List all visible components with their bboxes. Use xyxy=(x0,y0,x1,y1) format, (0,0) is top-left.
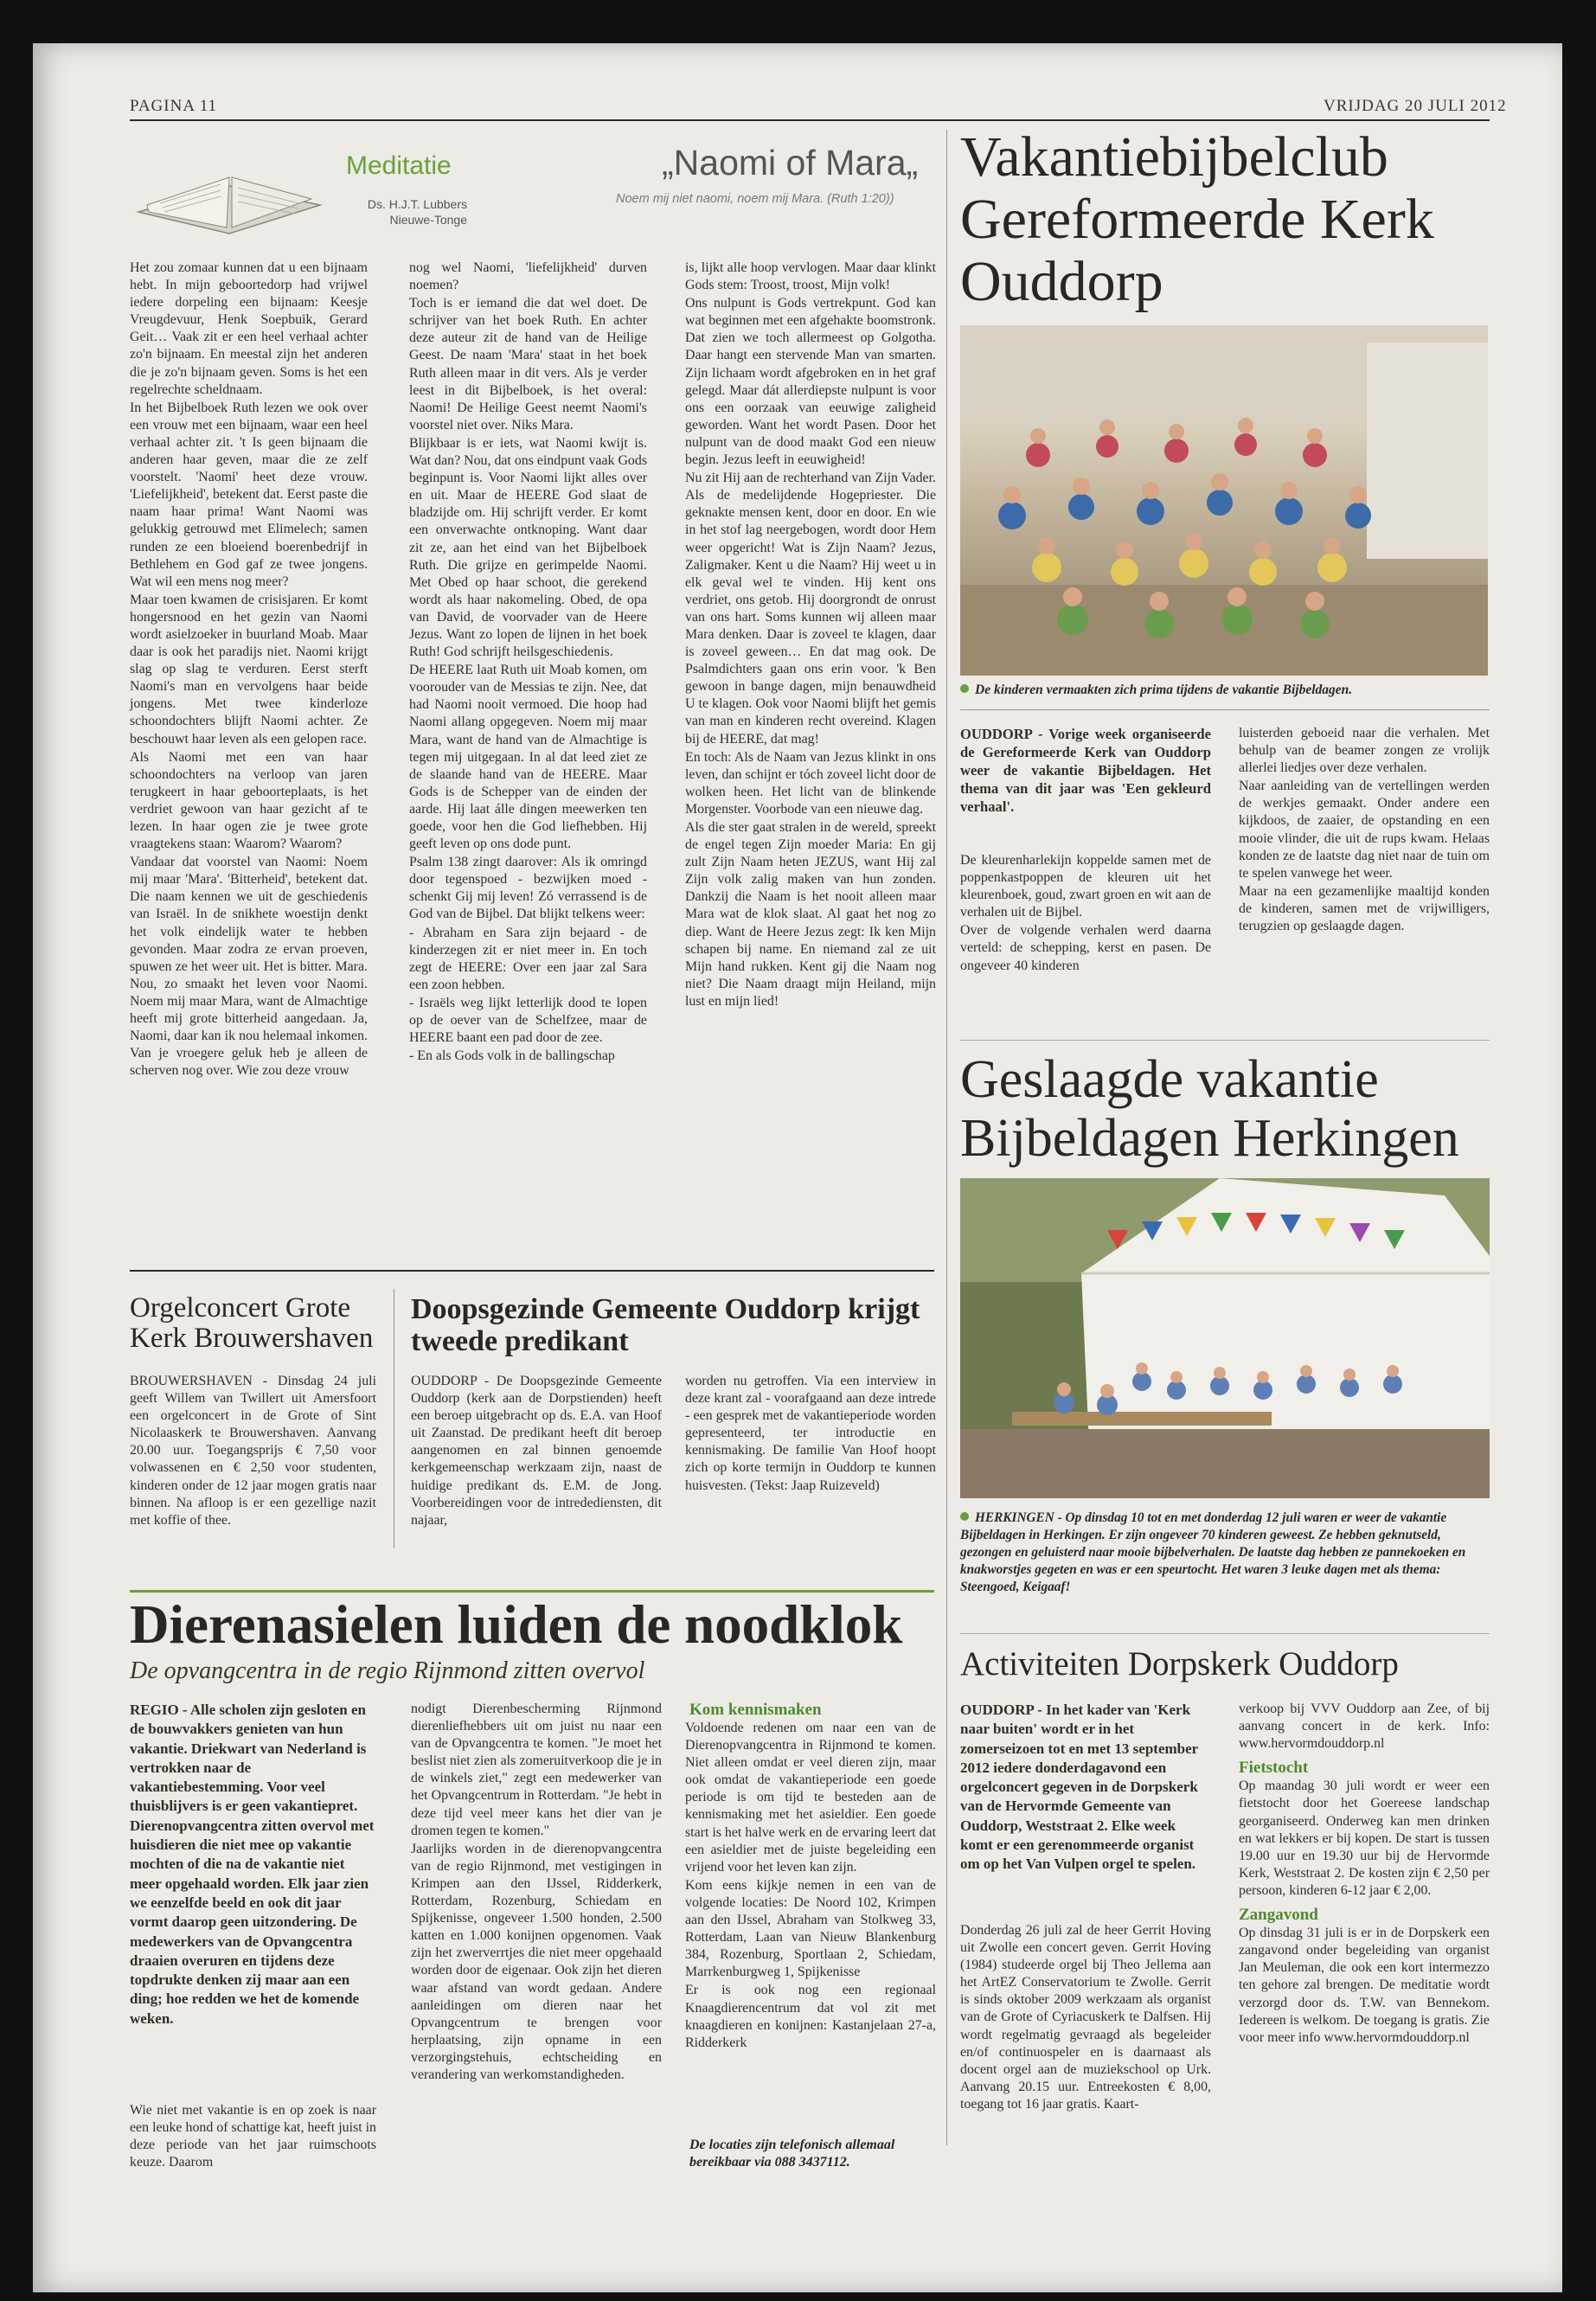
paragraph: Op dinsdag 31 juli is er in de Dorpskerk een zangavond onder begeleiding van organist Jan Meuleman, die ook een kort intermezzo ten gehore zal brengen. De meditatie wordt verzorgd door ds. T.W. van Bennekom. Iedereen is welkom. De toegang is gratis. Zie voor meer info www.hervormdouddorp.nl xyxy=(1239,1926,1490,2045)
paragraph: De HEERE laat Ruth uit Moab komen, om voorouder van de Messias te zijn. Nee, dat had Naomi nooit vermoed. Die hoop had Naomi allang opgegeven. Noem mij maar Mara, want de hand van de Almachtige is tegen mij uitgegaan. In al dat leed ziet ze de slaande hand van de HEERE. Maar Gods is de Schepper van de einden der aarde. Hij laat álle dingen meewerken ten goede, voor hen die God liefhebben. Hij geeft leven op ons dode punt. xyxy=(409,663,647,852)
activiteiten-column-1: Donderdag 26 juli zal de heer Gerrit Hoving uit Zwolle een concert geven. Gerrit Hoving (1984) studeerde orgel bij Theo Jellema aan het ArtEZ Conservatorium te Zwolle. Gerrit is sinds oktober 2009 werkzaam als organist van de Grote of Cyriacuskerk te Dalfsen. Hij wordt regelmatig gevraagd als begeleider en/of continuospeler en is daarnaast als docent orgel aan de muziekschool op Urk. Aanvang 20.15 uur. Entreekosten € 8,00, toegang tot 16 jaar gratis. Kaart- xyxy=(960,1923,1211,2112)
dierenasielen-column-2 xyxy=(411,1701,662,2085)
caption-rule xyxy=(960,709,1490,710)
page-number: PAGINA 11 xyxy=(130,97,218,115)
paragraph: De kleurenharlekijn koppelde samen met de poppenkastpoppen de kleuren uit het kleurenboek, goud, zwart groen en wit aan de verhalen uit de Bijbel. xyxy=(960,853,1211,920)
dierenasielen-column-3 xyxy=(685,1720,936,2053)
bullet-icon xyxy=(960,684,969,693)
section-rule xyxy=(960,1633,1490,1634)
paragraph: Psalm 138 zingt daarover: Als ik omringd door tegenspoed - bezwijken moed - schenkt Gij mij leven! Zó verrassend is de God van de Bijbel. Dat blijkt telkens weer: xyxy=(409,855,647,922)
caption-text: De kinderen vermaakten zich prima tijdens de vakantie Bijbeldagen. xyxy=(975,683,1353,697)
caption-text: HERKINGEN - Op dinsdag 10 tot en met donderdag 12 juli waren er weer de vakantie Bijbeldagen in Herkingen. Er zijn ongeveer 70 kinderen geweest. Ze hebben geknutseld, gezongen en geluisterd naar mooie bijbelverhalen. De laatste dag hebben ze pannekoeken en knakworstjes gegeten en was er een speurtocht. Het waren 3 leuke dagen met als thema: Steengoed, Keigaaf! xyxy=(960,1510,1466,1594)
activiteiten-column-2 xyxy=(1239,1701,1490,2048)
tent-children-photo xyxy=(960,1178,1490,1498)
paragraph: Er is ook nog een regionaal Knaagdierencentrum dat vol zit met knaagdieren en konijnen: Kastanjelaan 27-a, Ridderkerk xyxy=(685,1983,936,2050)
herkingen-title: Geslaagde vakantie Bijbeldagen Herkingen xyxy=(960,1050,1459,1168)
paragraph: Voldoende redenen om naar een van de Dierenopvangcentra in Rijnmond te komen. Niet alleen omdat er veel dieren zijn, maar ook omdat de vakantieperiode een goede periode is om tijd te besteden aan de kennismaking met het asieldier. Een goede start is het halve werk en de ervaring leert dat een asieldier met de juiste begeleiding een vrijend voor het leven kan zijn. xyxy=(685,1721,936,1875)
meditatie-column-3 xyxy=(685,260,936,1011)
children-group-photo xyxy=(960,325,1488,676)
doopsgezinde-column-1: OUDDORP - De Doopsgezinde Gemeente Ouddorp (kerk aan de Dorpstienden) heeft een beroep uitgebracht op ds. E.A. van Hoof uit Zaanstad. De predikant heeft dit beroep aangenomen en zal binnen genoemde kerkgemeenschap werkzaam zijn, naast de huidige predikant ds. E.M. de Jong. Voorbereidingen voor de intredediensten, dit najaar, xyxy=(411,1374,662,1528)
meditatie-title: „Naomi of Mara„ xyxy=(662,143,919,183)
vakantiebijbelclub-lead: OUDDORP - Vorige week organiseerde de Gereformeerde Kerk van Ouddorp weer de vakantie Bijbeldagen. Het thema van dit jaar was 'Een gekleurd verhaal'. xyxy=(960,726,1211,815)
paragraph: Naar aanleiding van de vertellingen werden de werkjes gemaakt. Onder andere een kijkdoos, de zaaier, de opstanding en een mooie vlinder, die uit de rups kwam. Helaas konden ze de laatste dag niet naar de tuin om te spelen vanwege het weer. xyxy=(1239,779,1490,881)
doopsgezinde-column-2: worden nu getroffen. Via een interview in deze krant zal - voorafgaand aan deze intrede - een gesprek met de vakantieperiode worden gepresenteerd, ter introductie en kennismaking. De familie Van Hoof hoopt zich op korte termijn in Ouddorp te kunnen huisvesten. (Tekst: Jaap Ruizeveld) xyxy=(685,1374,936,1493)
section-rule-green xyxy=(130,1590,934,1593)
paragraph: nog wel Naomi, 'liefelijkheid' durven noemen? xyxy=(409,260,647,293)
paragraph: En toch: Als de Naam van Jezus klinkt in ons leven, dan schijnt er tóch zoveel licht door de wolken heen. Het licht van de blinkende Morgenster. Voorbode van een nieuwe dag. xyxy=(685,749,936,817)
dierenasielen-lead: REGIO - Alle scholen zijn gesloten en de bouwvakkers genieten van hun vakantie. Driekwart van Nederland is vertrokken naar de vakantiebestemming. Voor veel thuisblijvers is er geen vakantiepret. Dierenopvangcentra zitten overvol met huisdieren die niet mee op vakantie mochten of die na de vakantie niet meer opgehaald worden. Elk jaar zien we eenzelfde beeld en ook dit jaar vormt daarop geen uitzondering. De medewerkers van de Opvangcentra draaien overuren en tijdens deze topdrukte denken zij maar aan een ding; hoe redden we het de komende weken. xyxy=(130,1702,375,2027)
fietstocht-subhead: Fietstocht xyxy=(1239,1759,1309,1778)
paragraph: Nu zit Hij aan de rechterhand van Zijn Vader. Als de medelijdende Hogepriester. Die geknakte mensen kent, door en door. En wie in het stof lag neergebogen, wordt door Hem weer opgericht! Wat is Zijn Naam? Jezus, Zaligmaker. Kent u die Naam? Hij weet u in elk geval wel te vinden. Hij kent ons verdriet, ons getob. Hij doorgrondt de onrust van ons hart. Soms kunnen wij alleen maar Mara denken. Daar is zoveel te klagen, daar is zoveel geween… En dat mag ook. De Psalmdichters gaan ons erin voor. 'k Ben gewoon in bange dagen, mijn benauwdheid U te klagen. Ook voor Naomi blijft het gemis van man en kinderen recht overeind. Klagen bij de HEERE, dat mag! xyxy=(685,471,936,747)
dierenasielen-title: Dierenasielen luiden de noodklok xyxy=(130,1594,903,1655)
paragraph: verkoop bij VVV Ouddorp aan Zee, of bij aanvang concert in de kerk. Info: www.hervormdouddorp.nl xyxy=(1239,1702,1490,1752)
meditatie-label: Meditatie xyxy=(346,151,452,180)
meditatie-author: Ds. H.J.T. Lubbers xyxy=(367,197,467,211)
meditatie-column-1 xyxy=(130,260,368,1080)
paragraph: Het zou zomaar kunnen dat u een bijnaam hebt. In mijn geboortedorp had vrijwel iedere dorpeling een bijnaam: Keesje Vreugdevuur, Henk Soepbuik, Gerard Geit… Vaak zit er een heel verhaal achter zo'n bijnaam. En meestal zijn het anderen die je zo'n bijnaam geven. Soms is het een regelrechte scheldnaam. xyxy=(130,260,368,397)
doopsgezinde-title: Doopsgezinde Gemeente Ouddorp krijgt tweede predikant xyxy=(411,1293,920,1357)
paragraph: Vandaar dat voorstel van Naomi: Noem mij maar 'Mara'. 'Bitterheid', betekent dat. Die naam kennen we uit de geschiedenis van Israël. In de snikhete woestijn denkt het volk eindelijk water te hebben gevonden. Maar zodra ze ervan proeven, spuwen ze het weer uit. Het is bitter. Mara. Nou, zo smaakt het leven voor Naomi. Noem mij maar Mara, want de Almachtige heeft mij grote bitterheid aangedaan. Ja, Naomi, daar kan ik nou helemaal inkomen. Van je vroegere geluk heb je alleen de scherven nog over. Wie zou deze vrouw xyxy=(130,855,368,1079)
vakantiebijbelclub-title: Vakantiebijbelclub Gereformeerde Kerk Ouddorp xyxy=(960,125,1434,313)
section-rule xyxy=(130,1270,934,1272)
paragraph: In het Bijbelboek Ruth lezen we ook over een vrouw met een bijnaam, waar een heel verhaal achter zit. 't Is geen bijnaam die anderen haar geven, maar die ze zelf voorstelt. 'Naomi' heet deze vrouw. 'Liefelijkheid', betekent dat. Eerst paste die naam haar prima! Want Naomi was gelukkig getrouwd met Elimelech; samen runden ze een bloeiend boerenbedrijf in Bethlehem en God gaf ze twee jongens. Wat wil een mens nog meer? xyxy=(130,400,368,589)
dierenasielen-note: De locaties zijn telefonisch allemaal bereikbaar via 088 3437112. xyxy=(689,2138,895,2170)
paragraph: nodigt Dierenbescherming Rijnmond dierenliefhebbers uit om juist nu naar een van de Opvangcentra te komen. "Je moet het beslist niet zien als zomeruitverkoop die je in de winkels ziet," zegt een medewerker van het Opvangcentrum in Rotterdam. "Je hebt in deze tijd veel meer kans het dier van je dromen tegen te komen." xyxy=(411,1702,662,1838)
paragraph: luisterden geboeid naar die verhalen. Met behulp van de beamer zongen ze vrolijk allerlei liedjes over deze verhalen. xyxy=(1239,726,1490,776)
header-rule xyxy=(130,119,1490,121)
paragraph: Toch is er iemand die dat wel doet. De schrijver van het boek Ruth. En achter deze auteur zit de hand van de Heilige Geest. De naam 'Mara' staat in het boek Ruth alleen maar in dit vers. Als je verder leest in dit Bijbelboek, is het overal: Naomi! De Heilige Geest neemt Naomi's voorstel niet over. Niks Mara. xyxy=(409,296,647,433)
paragraph: is, lijkt alle hoop vervlogen. Maar daar klinkt Gods stem: Troost, troost, Mijn volk! xyxy=(685,260,936,293)
vakantiebijbelclub-column-1 xyxy=(960,852,1211,976)
meditatie-column-2 xyxy=(409,260,647,1066)
paragraph: - Abraham en Sara zijn bejaard - de kinderzegen zit er niet meer in. En toch zegt de HEERE: Over een jaar zal Sara een zoon hebben. xyxy=(409,925,647,992)
paragraph: - En als Gods volk in de ballingschap xyxy=(409,1048,615,1064)
paragraph: Als Naomi met een van haar schoondochters na verloop van jaren terugkeert in haar geboorteplaats, is het verdriet gewoon van haar gezicht af te lezen. In haar ogen zie je twee grote vraagtekens staan: Waarom? Waarom? xyxy=(130,749,368,852)
orgelconcert-body: BROUWERSHAVEN - Dinsdag 24 juli geeft Willem van Twillert uit Amersfoort een orgelconcert in de Grote of Sint Nicolaaskerk te Brouwershaven. Aanvang 20.00 uur. Toegangsprijs € 7,50 voor volwassenen en € 2,50 voor studenten, kinderen onder de 12 jaar mogen gratis naar binnen. Na afloop is er een gezellige nazit met koffie of thee. xyxy=(130,1374,376,1528)
bullet-icon xyxy=(960,1512,969,1521)
issue-date: VRIJDAG 20 JULI 2012 xyxy=(1324,97,1507,115)
activiteiten-lead: OUDDORP - In het kader van 'Kerk naar buiten' wordt er in het zomerseizoen tot en met 13 september 2012 iedere donderdagavond een orgelconcert gegeven in de Dorpskerk van de Hervormde Gemeente van Ouddorp, Weststraat 2. Elke week komt er een gerenommeerde organist om op het Van Vulpen orgel te spelen. xyxy=(960,1702,1198,1873)
paragraph: Maar na een gezamenlijke maaltijd konden de kinderen, samen met de vrijwilligers, terugzien op geslaagde dagen. xyxy=(1239,883,1490,934)
paragraph: Als die ster gaat stralen in de wereld, spreekt de engel tegen Zijn moeder Maria: En gij zult Zijn Naam heten JEZUS, want Hij zal Zijn volk zalig maken van hun zonden. Dankzij die Naam is het nooit alleen maar Mara wat de klok slaat. Al gaat het nog zo diep. Want de Heere Jezus zegt: Ik ken Mijn schapen bij name. En niemand zal ze uit Mijn hand rukken. Kent gij die Naam nog niet? Die Naam draagt mijn Heiland, mijn lust en mijn lied! xyxy=(685,820,936,1009)
vakantiebijbelclub-column-2 xyxy=(1239,725,1490,936)
paragraph: Blijkbaar is er iets, wat Naomi kwijt is. Wat dan? Nou, dat ons eindpunt vaak Gods beginpunt is. Voor Naomi lijkt alles over en uit. Maar de HEERE God slaat de bladzijde om. Hij schrijft verder. Er komt een onverwachte ontknoping. Want daar zit ze, aan het eind van het Bijbelboek Ruth. Die grijze en gerimpelde Naomi. Met Obed op haar schoot, die gerekend wordt als haar nakomeling. Obed, de opa van David, de voorvader van de Heere Jezus. Want zo lopen de lijnen in het boek Ruth! God schrijft heilsgeschiedenis. xyxy=(409,435,647,660)
paragraph: Over de volgende verhalen werd daarna verteld: de schepping, kerst en pasen. De ongeveer 40 kinderen xyxy=(960,923,1211,973)
column-divider xyxy=(946,130,947,2145)
dierenasielen-subhead: Kom kennismaken xyxy=(689,1701,822,1719)
meditatie-subtitle: Noem mij niet naomi, noem mij Mara. (Ruth 1:20)) xyxy=(616,192,894,206)
dierenasielen-column-1: Wie niet met vakantie is en op zoek is naar een leuke hond of schattige kat, heeft juist in deze periode van het jaar ruimschoots keuze. Daarom xyxy=(130,2103,376,2170)
paragraph: - Israëls weg lijkt letterlijk dood te lopen op de oever van de Schelfzee, maar de HEERE baant een pad door de zee. xyxy=(409,995,647,1046)
activiteiten-title: Activiteiten Dorpskerk Ouddorp xyxy=(960,1645,1399,1682)
paragraph: Op maandag 30 juli wordt er weer een fietstocht door het Goereese landschap georganiseerd. Onderweg kan men drinken en wat lekkers er bij kopen. De start is tussen 19.00 uur en 19.30 uur bij de Hervormde Kerk, Weststraat 2. De kosten zijn € 2,50 per persoon, kinderen 6-12 jaar € 2,00. xyxy=(1239,1779,1490,1898)
paragraph: Maar toen kwamen de crisisjaren. Er komt hongersnood en het gezin van Naomi wordt asielzoeker in buurland Moab. Maar daar is ook het paradijs niet. Naomi krijgt slag op slag te verduren. Eerst sterft Naomi's man en vervolgens haar beide jongens. Met twee kinderloze schoondochters blijft Naomi achter. Ze beschouwt haar leven als een gelopen race. xyxy=(130,592,368,747)
vakantiebijbelclub-caption xyxy=(960,682,1492,699)
open-bible-icon xyxy=(130,151,329,238)
paragraph: Kom eens kijkje nemen in een van de volgende locaties: De Noord 102, Krimpen aan den IJssel, Abraham van Stolkweg 33, Rotterdam, Laan van Nieuw Blankenburg 384, Rozenburg, Sportlaan 2, Schiedam, Marrkenburgweg 1, Spijkenisse xyxy=(685,1877,936,1980)
herkingen-caption xyxy=(960,1509,1490,1596)
orgelconcert-title: Orgelconcert Grote Kerk Brouwershaven xyxy=(130,1292,374,1354)
paragraph: Jaarlijks worden in de dierenopvangcentra van de regio Rijnmond, met vestigingen in Krimpen aan den IJssel, Ridderkerk, Rotterdam, Rozenburg, Schiedam en Spijkenisse, ongeveer 1.500 honden, 2.500 katten en 1.000 konijnen opgenomen. Vaak zijn het zwerverrtjes die niet meer opgehaald worden door de eigenaar. Ook zijn het dieren waar afstand van wordt gedaan. Andere aanleidingen om dieren naar het Opvangcentrum te brengen voor herplaatsing, zijn opname in een verzorgingstehuis, echtscheiding en verandering van werkomstandigheden. xyxy=(411,1841,662,2082)
paragraph: Ons nulpunt is Gods vertrekpunt. God kan wat beginnen met een afgehakte boomstronk. Dat zien we toch allermeest op Golgotha. Daar hangt een stervende Man van smarten. Zijn lichaam wordt afgebroken en in het graf gelegd. Maar dát allerdiepste nulpunt is voor ons een oorzaak van eeuwige zaligheid geworden. Want het wordt Pasen. Door het nulpunt van de dood maakt God een nieuw begin. Jezus leeft in eeuwigheid! xyxy=(685,296,936,468)
section-rule xyxy=(960,1040,1490,1041)
dierenasielen-subtitle: De opvangcentra in de regio Rijnmond zitten overvol xyxy=(130,1657,645,1684)
meditatie-place: Nieuwe-Tonge xyxy=(389,213,467,227)
zangavond-subhead: Zangavond xyxy=(1239,1906,1318,1925)
